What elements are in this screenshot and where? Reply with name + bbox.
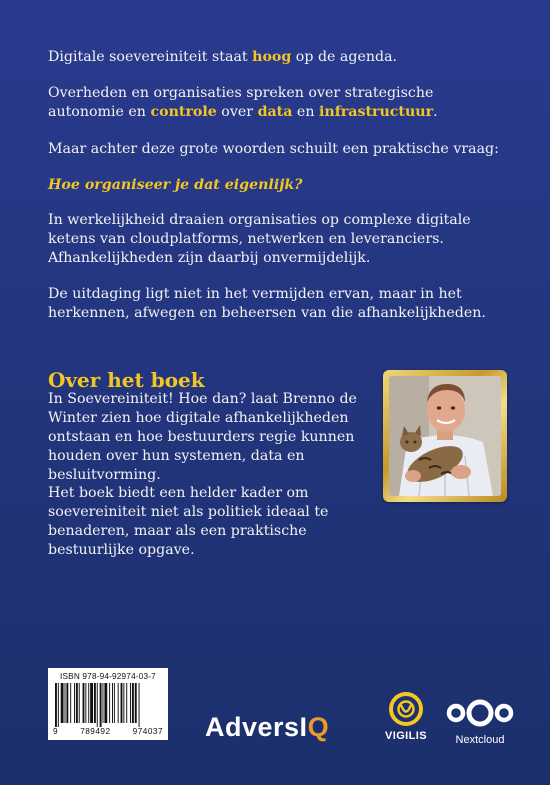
author-photo-frame xyxy=(383,370,507,502)
barcode-bar xyxy=(76,683,78,723)
barcode-bar xyxy=(65,683,66,723)
barcode-bar xyxy=(66,683,68,723)
intro-text: over xyxy=(216,104,258,120)
author-with-cat-illustration xyxy=(389,376,501,496)
barcode-bar xyxy=(132,683,134,723)
adversiq-logo xyxy=(205,712,329,742)
isbn-label: ISBN 978-94-92974-03-7 xyxy=(60,672,156,681)
highlight-controle: controle xyxy=(150,104,217,120)
adversiq-logo-text: AdversI xyxy=(205,712,308,742)
isbn-digit-group-2: 974037 xyxy=(132,727,163,736)
highlight-hoog: hoog xyxy=(252,49,292,65)
vigilis-label: VIGILIS xyxy=(385,730,427,742)
intro-paragraph-4: In werkelijkheid draaien organisaties op complexe digitale ketens van cloudplatforms, netwerken en leveranciers. Afhankelijkheden zijn daarbij onvermijdelijk. xyxy=(48,212,471,266)
vigilis-logo xyxy=(380,692,432,742)
intro-paragraph-3: Maar achter deze grote woorden schuilt een praktische vraag: xyxy=(48,141,499,157)
barcode-bar xyxy=(121,683,123,723)
author-photo xyxy=(389,376,501,496)
adversiq-logo-accent: Q xyxy=(307,712,330,742)
barcode-bar xyxy=(114,683,115,723)
barcode-bar xyxy=(100,683,102,727)
intro-text: op de agenda. xyxy=(291,49,398,65)
intro-text: en xyxy=(292,104,319,120)
barcode-bar xyxy=(97,683,98,727)
barcode-bar xyxy=(85,683,86,723)
isbn-digits xyxy=(53,727,163,736)
about-heading: Over het boek xyxy=(48,368,205,392)
key-question: Hoe organiseer je dat eigenlijk? xyxy=(48,177,303,193)
isbn-digit-group-1: 789492 xyxy=(80,727,111,736)
barcode-bar xyxy=(104,683,107,723)
barcode-bar xyxy=(70,683,71,723)
barcode-bars xyxy=(53,683,163,727)
intro-text: Digitale soevereiniteit staat xyxy=(48,49,253,65)
intro-paragraph-1 xyxy=(48,48,508,67)
barcode-bar xyxy=(83,683,85,723)
barcode-bar xyxy=(94,683,96,723)
nextcloud-label: Nextcloud xyxy=(455,734,505,746)
barcode-bar xyxy=(58,683,59,727)
isbn-digit-first: 9 xyxy=(53,727,59,736)
barcode-bar xyxy=(61,683,64,723)
about-paragraph-1: In Soevereiniteit! Hoe dan? laat Brenno de Winter zien hoe digitale afhankelijkheden ontstaan en hoe bestuurders regie kunnen houden over hun systemen, data en besluitvorming. xyxy=(48,391,357,483)
about-paragraph-2: Het boek biedt een helder kader om soevereiniteit niet als politiek ideaal te benaderen, maar als een praktische bestuurlijke opgave. xyxy=(48,485,329,558)
barcode-bar xyxy=(112,683,113,723)
barcode-bar xyxy=(123,683,124,723)
intro-paragraph-2 xyxy=(48,84,498,122)
intro-paragraph-5: De uitdaging ligt niet in het vermijden ervan, maar in het herkennen, afwegen en beheersen van die afhankelijkheden. xyxy=(48,286,486,321)
nextcloud-logo xyxy=(440,696,520,746)
nextcloud-circles-icon xyxy=(444,696,516,730)
barcode-bar xyxy=(90,683,93,723)
barcode-bar xyxy=(79,683,80,723)
highlight-data: data xyxy=(257,104,293,120)
barcode-bar xyxy=(55,683,57,727)
barcode-bar xyxy=(118,683,119,723)
isbn-barcode xyxy=(48,668,168,740)
barcode-bar xyxy=(126,683,127,723)
intro-text: Overheden en organisaties spreken over strategische autonomie en xyxy=(48,85,434,120)
barcode-bar xyxy=(88,683,89,723)
intro-text: . xyxy=(433,104,438,120)
vigilis-emblem-icon xyxy=(389,692,423,726)
barcode-bar xyxy=(130,683,131,723)
highlight-infrastructuur: infrastructuur xyxy=(318,104,434,120)
barcode-bar xyxy=(139,683,140,727)
barcode-bar xyxy=(109,683,110,723)
barcode-bar xyxy=(74,683,75,723)
barcode-bar xyxy=(135,683,137,723)
barcode-bar xyxy=(103,683,104,723)
